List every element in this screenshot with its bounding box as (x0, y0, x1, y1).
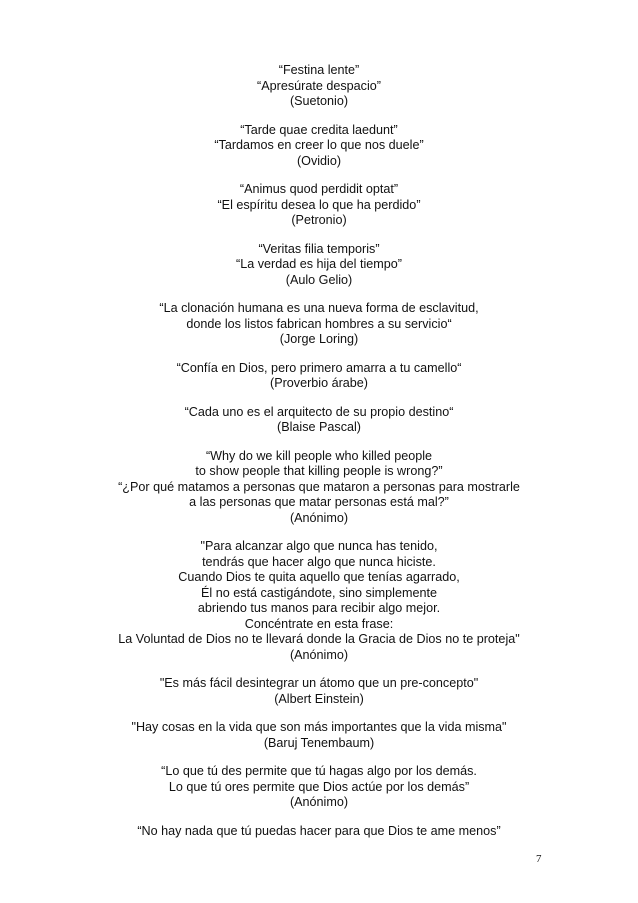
quote-line: “El espíritu desea lo que ha perdido” (217, 197, 421, 212)
quote-block (100, 764, 538, 811)
quote-block (100, 720, 538, 751)
quote-line: “Lo que tú des permite que tú hagas algo por los demás. (161, 764, 477, 778)
quote-line: “La clonación humana es una nueva forma de esclavitud, (159, 301, 479, 315)
quote-author: (Suetonio) (289, 94, 349, 108)
quote-author: (Jorge Loring) (279, 332, 359, 346)
quote-line: "Es más fácil desintegrar un átomo que un pre-concepto" (159, 676, 479, 690)
quote-author: (Blaise Pascal) (277, 420, 361, 434)
quote-author: (Ovidio) (296, 153, 342, 168)
quote-author: (Anónimo) (289, 795, 349, 809)
quote-author: (Anónimo) (289, 510, 349, 525)
quote-line: “Apresúrate despacio” (257, 78, 381, 93)
quote-line: abriendo tus manos para recibir algo mejor. (197, 601, 441, 615)
quote-line: “Why do we kill people who killed people (205, 448, 433, 463)
quote-block (100, 123, 538, 170)
quote-line: “Veritas filia temporis” (258, 241, 380, 256)
quote-line: “¿Por qué matamos a personas que mataron a personas para mostrarle (118, 479, 520, 494)
quote-author: (Baruj Tenembaum) (263, 735, 375, 750)
quote-block (100, 449, 538, 527)
quote-block (100, 182, 538, 229)
quote-author: (Petronio) (291, 213, 347, 227)
quote-line: “No hay nada que tú puedas hacer para que Dios te ame menos” (137, 823, 501, 838)
page-number: 7 (536, 853, 542, 865)
quote-line: “Animus quod perdidit optat” (239, 182, 399, 196)
quote-line: a las personas que matar personas está mal?” (189, 495, 449, 509)
quote-block (100, 301, 538, 348)
quote-line: “Festina lente” (278, 63, 360, 77)
quote-line: “Confía en Dios, pero primero amarra a tu camello“ (176, 360, 462, 375)
quote-line: “Cada uno es el arquitecto de su propio destino“ (184, 404, 454, 419)
quote-line: La Voluntad de Dios no te llevará donde la Gracia de Dios no te proteja" (118, 632, 520, 646)
quote-line: “Tarde quae credita laedunt” (240, 122, 398, 137)
quote-line: Concéntrate en esta frase: (244, 616, 394, 631)
quote-line: donde los listos fabrican hombres a su servicio“ (186, 316, 452, 331)
quote-line: “Tardamos en creer lo que nos duele” (214, 138, 424, 152)
quote-block (100, 242, 538, 289)
quote-block (100, 824, 538, 840)
quote-block (100, 63, 538, 110)
quote-author: (Proverbio árabe) (270, 376, 368, 390)
quote-author: (Aulo Gelio) (285, 272, 353, 287)
quote-author: (Anónimo) (289, 647, 349, 662)
quote-line: Él no está castigándote, sino simplemente (201, 585, 437, 600)
quote-line: Lo que tú ores permite que Dios actúe por los demás” (168, 779, 470, 794)
quote-block (100, 676, 538, 707)
quote-line: Cuando Dios te quita aquello que tenías agarrado, (178, 570, 460, 584)
quotes-column (100, 63, 538, 852)
quote-line: to show people that killing people is wrong?” (195, 464, 443, 478)
quote-block (100, 361, 538, 392)
quote-line: “La verdad es hija del tiempo” (236, 257, 402, 271)
quote-line: "Hay cosas en la vida que son más importantes que la vida misma" (131, 720, 507, 734)
quote-line: tendrás que hacer algo que nunca hiciste. (202, 554, 436, 569)
quote-line: "Para alcanzar algo que nunca has tenido, (200, 539, 438, 553)
quote-author: (Albert Einstein) (274, 691, 364, 706)
quote-block (100, 405, 538, 436)
quote-block (100, 539, 538, 663)
